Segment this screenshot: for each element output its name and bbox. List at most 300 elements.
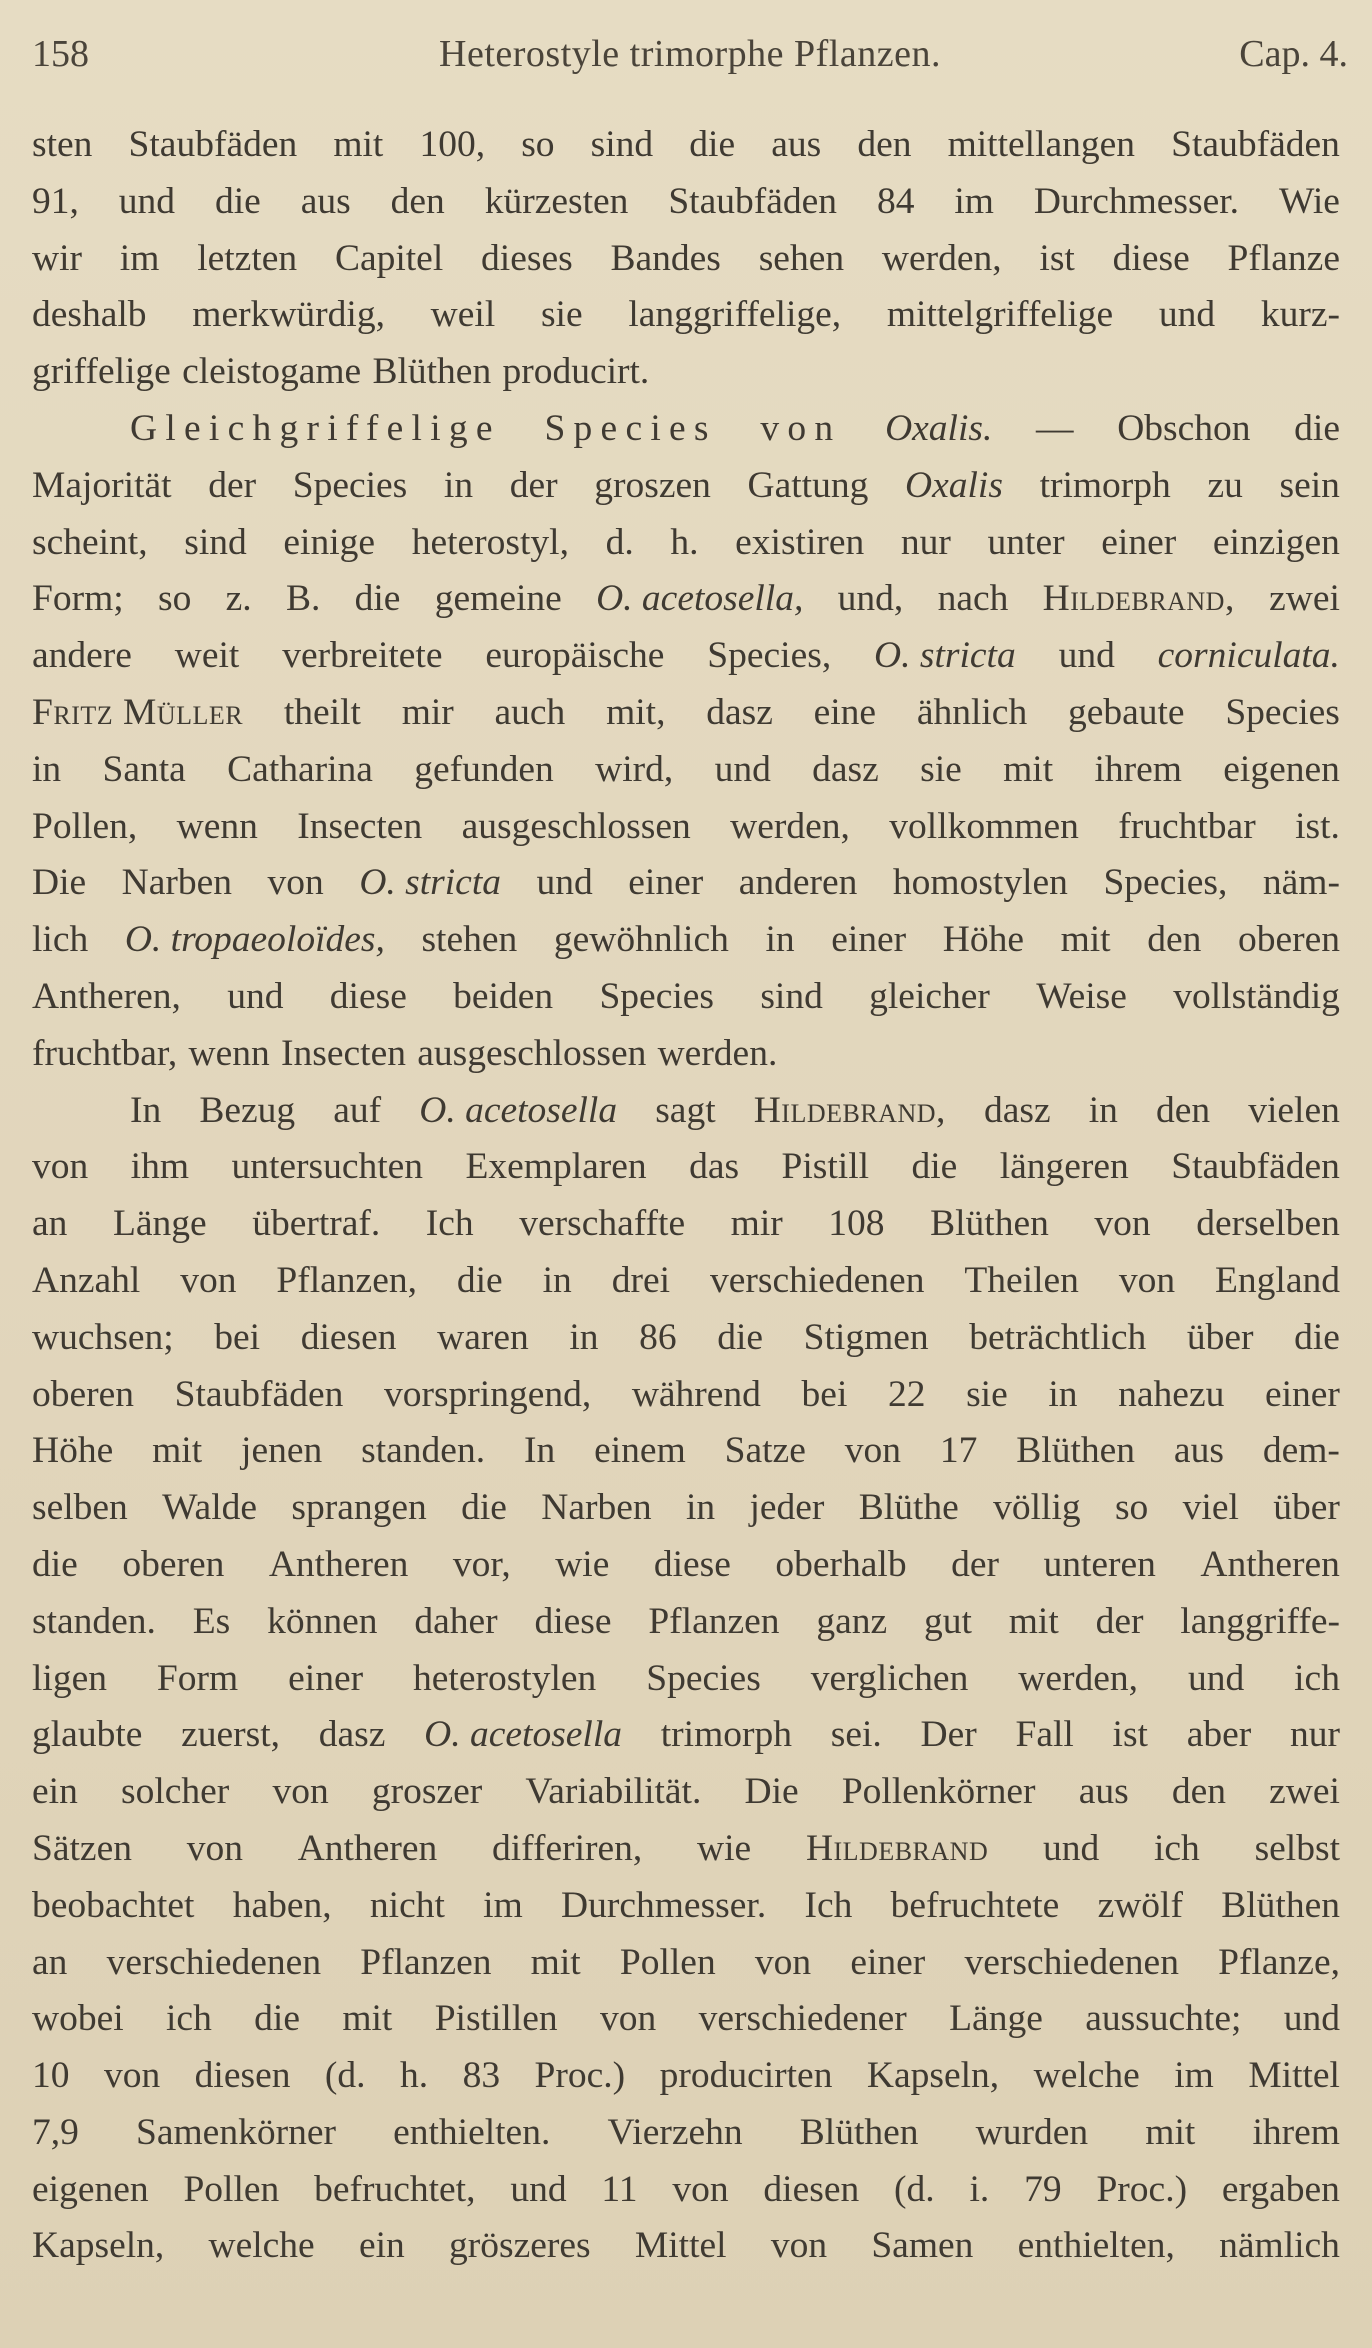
- word: trimorph: [1039, 464, 1171, 506]
- word: der: [951, 1543, 999, 1585]
- word: von: [272, 1771, 329, 1813]
- word: Höhe: [942, 919, 1024, 961]
- word: 91,: [32, 180, 79, 222]
- word: Gattung: [747, 464, 869, 506]
- word: h.: [670, 521, 699, 563]
- word: Form;: [32, 578, 124, 620]
- word: Samenkörner: [136, 2111, 336, 2153]
- text-line: [32, 287, 1340, 344]
- word: kurz-: [1260, 294, 1340, 336]
- word: Weise: [1036, 975, 1127, 1017]
- text-line: [32, 2218, 1340, 2275]
- word: einer: [288, 1657, 364, 1699]
- word: Oxalis.: [885, 407, 993, 449]
- word: können: [267, 1600, 378, 1642]
- word: von: [770, 2225, 828, 2267]
- word: und,: [837, 578, 904, 620]
- word: in: [1088, 1089, 1118, 1131]
- word: wenn: [188, 1032, 270, 1074]
- word: derselben: [1196, 1203, 1340, 1245]
- word: Antheren: [268, 1543, 409, 1585]
- word: verschiedener: [698, 1998, 907, 2040]
- word: sind: [184, 521, 247, 563]
- word: Proc.): [534, 2055, 626, 2097]
- word: befruchtete: [890, 1884, 1060, 1926]
- word: so: [1114, 1487, 1149, 1529]
- word: aussuchte;: [1085, 1998, 1242, 2040]
- chapter-label: Cap. 4.: [1239, 33, 1348, 75]
- word: Es: [192, 1600, 231, 1642]
- text-line: [32, 1537, 1340, 1594]
- word: sie: [920, 748, 962, 790]
- word: O. acetosella: [419, 1089, 618, 1131]
- word: Wie: [1278, 180, 1340, 222]
- text-line: [32, 1026, 1340, 1083]
- word: jeder: [749, 1487, 825, 1529]
- word: nach: [937, 578, 1009, 620]
- word: kürzesten: [484, 180, 629, 222]
- word: sind: [760, 975, 823, 1017]
- word: dasz: [812, 748, 879, 790]
- word: lich: [32, 919, 89, 961]
- word: die: [689, 124, 736, 165]
- word: ausgeschlossen: [461, 805, 691, 847]
- word: diese: [1112, 237, 1190, 279]
- word: unter: [987, 521, 1065, 563]
- word: Sätzen: [32, 1827, 132, 1869]
- word: verschiedenen: [964, 1941, 1179, 1983]
- word: einzigen: [1212, 521, 1340, 563]
- word: Species: [292, 464, 408, 506]
- word: europäische: [485, 635, 665, 677]
- word: längeren: [999, 1146, 1129, 1188]
- word: nahezu: [1118, 1373, 1225, 1415]
- word: vollständig: [1173, 975, 1340, 1017]
- word: und: [227, 975, 284, 1017]
- word: diese: [329, 975, 407, 1017]
- word: an: [32, 1941, 68, 1983]
- word: sei.: [830, 1714, 882, 1756]
- word: bei: [214, 1316, 261, 1358]
- word: Kapseln,: [32, 2225, 165, 2267]
- word: die: [1294, 1316, 1340, 1358]
- text-line: [32, 685, 1340, 742]
- word: eine: [813, 691, 877, 733]
- word: mit: [530, 1941, 581, 1983]
- word: oberen: [122, 1543, 225, 1585]
- word: diesen: [763, 2168, 860, 2210]
- word: verbreitete: [282, 635, 443, 677]
- word: aber: [1186, 1714, 1252, 1756]
- word: nur: [1289, 1714, 1340, 1756]
- word: daher: [414, 1600, 498, 1642]
- word: England: [1215, 1259, 1340, 1301]
- word: in: [443, 464, 474, 506]
- word: weit: [174, 635, 240, 677]
- word: —: [1036, 407, 1074, 449]
- text-line: [32, 1423, 1340, 1480]
- word: von: [32, 1146, 89, 1188]
- word: gewöhnlich: [553, 919, 729, 961]
- word: Species,: [1103, 862, 1228, 904]
- word: In: [523, 1430, 556, 1472]
- word: Narben: [541, 1487, 652, 1529]
- word: und: [510, 2168, 567, 2210]
- word: nämlich: [1219, 2225, 1340, 2267]
- word: existiren: [735, 521, 865, 563]
- word: Pollen: [183, 2168, 280, 2210]
- word: Catharina: [227, 748, 373, 790]
- word: O. acetosella: [424, 1714, 623, 1756]
- word: während: [631, 1373, 761, 1415]
- word: wuchsen;: [32, 1316, 174, 1358]
- word: ein: [32, 1771, 78, 1813]
- word: sehen: [758, 237, 845, 279]
- word: Oxalis: [905, 464, 1003, 506]
- word: enthielten,: [1017, 2225, 1175, 2267]
- word: mit,: [606, 691, 666, 733]
- word: diesen: [194, 2055, 291, 2097]
- word: werden,: [1018, 1657, 1138, 1699]
- word: Variabilität.: [525, 1771, 702, 1813]
- word: solcher: [120, 1771, 230, 1813]
- word: verglichen: [810, 1657, 969, 1699]
- word: einige: [283, 521, 376, 563]
- word: Walde: [162, 1487, 258, 1529]
- word: selben: [32, 1487, 128, 1529]
- word: Capitel: [334, 237, 444, 279]
- word: wie: [555, 1543, 610, 1585]
- word: 86: [639, 1316, 677, 1358]
- word: übertraf.: [252, 1203, 381, 1245]
- word: so: [521, 124, 555, 165]
- word: aus: [1078, 1771, 1129, 1813]
- word: heterostylen: [413, 1657, 597, 1699]
- text-line: [32, 969, 1340, 1026]
- word: mir: [401, 691, 454, 733]
- word: 10: [32, 2055, 70, 2097]
- word: Pflanzen: [648, 1600, 780, 1642]
- word: Exemplaren: [465, 1146, 647, 1188]
- word: die: [254, 1998, 300, 2040]
- word: (d.: [324, 2055, 366, 2097]
- word: sie: [966, 1373, 1008, 1415]
- word: von: [1118, 1259, 1176, 1301]
- word: sprangen: [291, 1487, 427, 1529]
- word: diesen: [300, 1316, 397, 1358]
- word: in: [32, 748, 62, 790]
- word: Theilen: [964, 1259, 1079, 1301]
- word: nicht: [369, 1884, 445, 1926]
- word: und: [1158, 294, 1216, 336]
- word: von: [1094, 1203, 1151, 1245]
- word: ausgeschlossen: [417, 1032, 647, 1074]
- word: ähnlich: [916, 691, 1028, 733]
- word: einer: [850, 1941, 926, 1983]
- word: die: [911, 1146, 958, 1188]
- word: Ich: [425, 1203, 474, 1245]
- word: oberhalb: [775, 1543, 907, 1585]
- text-line: [32, 1821, 1340, 1878]
- word: Blüthen: [372, 351, 492, 393]
- word: sein: [1279, 464, 1340, 506]
- word: glaubte: [32, 1714, 143, 1756]
- word: und: [118, 180, 176, 222]
- word: wenn: [176, 805, 258, 847]
- word: Der: [920, 1714, 977, 1756]
- word: gebaute: [1067, 691, 1185, 733]
- word: Pollen,: [32, 805, 138, 847]
- word: von: [103, 2055, 161, 2097]
- word: und: [714, 748, 771, 790]
- word: Vierzehn: [607, 2111, 743, 2153]
- word: den: [857, 124, 912, 165]
- text-line: [32, 855, 1340, 912]
- word: einem: [594, 1430, 686, 1472]
- word: eigenen: [1223, 748, 1340, 790]
- word: untersuchten: [231, 1146, 424, 1188]
- word: Länge: [949, 1998, 1043, 2040]
- word: Antheren,: [32, 975, 181, 1017]
- word: den: [1155, 1089, 1211, 1131]
- text-line: [32, 1367, 1340, 1424]
- word: Pistillen: [434, 1998, 558, 2040]
- word: beobachtet: [32, 1884, 195, 1926]
- word: fruchtbar,: [32, 1032, 178, 1074]
- word: und: [1283, 1998, 1340, 2040]
- word: ich: [1153, 1827, 1200, 1869]
- word: bei: [801, 1373, 848, 1415]
- word: Durchmesser.: [1033, 180, 1240, 222]
- word: 17: [939, 1430, 978, 1472]
- word: homostylen: [892, 862, 1068, 904]
- word: Obschon: [1117, 407, 1251, 449]
- word: sten: [32, 124, 93, 165]
- word: theilt: [283, 691, 361, 733]
- word: (d.: [894, 2168, 935, 2210]
- word: producirt.: [502, 351, 650, 393]
- word: gut: [923, 1600, 972, 1642]
- word: Mittel: [634, 2225, 727, 2267]
- word: den: [390, 180, 445, 222]
- word: werden,: [730, 805, 850, 847]
- word: groszen: [594, 464, 711, 506]
- word: viel: [1182, 1487, 1239, 1529]
- word: Kapseln,: [866, 2055, 1000, 2097]
- word: Staubfäden: [174, 1373, 344, 1415]
- word: Antheren: [297, 1827, 438, 1869]
- word: Fall: [1015, 1714, 1074, 1756]
- word: gleicher: [869, 975, 990, 1017]
- word: ihm: [130, 1146, 190, 1188]
- word: corniculata.: [1157, 635, 1340, 677]
- word: Staubfäden: [128, 124, 298, 165]
- word: welche: [208, 2225, 315, 2267]
- word: O. acetosella,: [596, 578, 804, 620]
- word: und: [1187, 1657, 1245, 1699]
- word: von: [672, 2168, 729, 2210]
- word: Pflanzen: [360, 1941, 492, 1983]
- word: 108: [828, 1203, 885, 1245]
- text-line: [32, 458, 1340, 515]
- word: wie: [697, 1827, 752, 1869]
- word: wir: [32, 237, 82, 279]
- text-line: [32, 344, 1340, 401]
- word: sie: [540, 294, 583, 336]
- word: langgriffelige,: [628, 294, 842, 336]
- word: im: [119, 237, 160, 279]
- word: dem-: [1262, 1430, 1340, 1472]
- word: Hildebrand: [805, 1827, 989, 1869]
- text-line: [32, 1594, 1340, 1651]
- word: aus: [1173, 1430, 1224, 1472]
- word: mit: [1145, 2111, 1196, 2153]
- word: dasz: [983, 1089, 1051, 1131]
- word: Blüthen: [799, 2111, 919, 2153]
- word: Majorität: [32, 464, 172, 506]
- text-line: [32, 2048, 1340, 2105]
- word: näm-: [1262, 862, 1340, 904]
- word: fruchtbar: [1118, 805, 1256, 847]
- word: producirten: [659, 2055, 833, 2097]
- word: die: [214, 180, 261, 222]
- word: mittelgriffelige: [886, 294, 1114, 336]
- text-line: [32, 1083, 1340, 1140]
- word: einer: [1101, 521, 1177, 563]
- word: Staubfäden: [668, 180, 838, 222]
- word: Species,: [707, 635, 832, 677]
- word: ganz: [816, 1600, 888, 1642]
- text-line: [32, 1139, 1340, 1196]
- word: Pflanzen,: [276, 1259, 417, 1301]
- word: Durchmesser.: [561, 1884, 767, 1926]
- word: werden,: [881, 237, 1002, 279]
- word: letzten: [197, 237, 298, 279]
- word: Bezug: [199, 1089, 296, 1131]
- word: ist.: [1295, 805, 1340, 847]
- word: cleistogame: [182, 351, 362, 393]
- word: an: [32, 1203, 68, 1245]
- word: Species: [599, 975, 714, 1017]
- word: scheint,: [32, 521, 148, 563]
- word: standen.: [32, 1600, 156, 1642]
- word: mit: [1003, 748, 1054, 790]
- word: Blüthen: [1221, 1884, 1340, 1926]
- word: die: [354, 578, 401, 620]
- word: langgriffe-: [1180, 1600, 1340, 1642]
- word: Blüthe: [858, 1487, 959, 1529]
- word: d.: [605, 521, 634, 563]
- word: ihrem: [1252, 2111, 1340, 2153]
- word: völlig: [993, 1487, 1081, 1529]
- word: heterostyl,: [411, 521, 569, 563]
- text-line: [32, 742, 1340, 799]
- word: ist: [1039, 237, 1075, 279]
- word: griffelige: [32, 351, 171, 393]
- word: Staubfäden: [1171, 1146, 1340, 1188]
- word: wird,: [595, 748, 674, 790]
- word: Satze: [724, 1430, 806, 1472]
- word: einer: [831, 919, 907, 961]
- text-line: [32, 1878, 1340, 1935]
- word: zwölf: [1097, 1884, 1183, 1926]
- word: die: [717, 1316, 764, 1358]
- word: Anzahl: [32, 1259, 141, 1301]
- word: 11: [601, 2168, 638, 2210]
- word: standen.: [361, 1430, 486, 1472]
- word: aus: [771, 124, 822, 165]
- word: gefunden: [414, 748, 554, 790]
- text-line: [32, 117, 1340, 174]
- word: Samen: [871, 2225, 974, 2267]
- word: zuerst,: [181, 1714, 281, 1756]
- word: drei: [611, 1259, 671, 1301]
- word: gemeine: [434, 578, 562, 620]
- word: das: [689, 1146, 740, 1188]
- word: der: [208, 464, 257, 506]
- page-number: 158: [32, 33, 89, 75]
- word: 84: [876, 180, 915, 222]
- word: Ich: [804, 1884, 853, 1926]
- word: Die: [32, 862, 87, 904]
- word: wobei: [32, 1998, 124, 2040]
- word: Species: [544, 407, 717, 449]
- word: Species: [646, 1657, 761, 1699]
- running-title: Heterostyle trimorphe Pflanzen.: [439, 33, 941, 75]
- word: 100,: [419, 124, 486, 165]
- text-line: [32, 1196, 1340, 1253]
- word: im: [483, 1884, 523, 1926]
- word: ist: [1112, 1714, 1148, 1756]
- word: groszer: [371, 1771, 483, 1813]
- word: den: [1171, 1771, 1226, 1813]
- word: Insecten: [281, 1032, 406, 1074]
- word: vorspringend,: [383, 1373, 592, 1415]
- text-line: [32, 174, 1340, 231]
- word: h.: [400, 2055, 429, 2097]
- word: die: [461, 1487, 507, 1529]
- word: gröszeres: [449, 2225, 591, 2267]
- word: und: [1058, 635, 1115, 677]
- word: so: [157, 578, 192, 620]
- word: Santa: [102, 748, 186, 790]
- word: Höhe: [32, 1430, 114, 1472]
- word: mit: [1060, 919, 1111, 961]
- word: Mittel: [1248, 2055, 1340, 2097]
- word: welche: [1033, 2055, 1140, 2097]
- text-line: [32, 2105, 1340, 2162]
- word: werden.: [657, 1032, 778, 1074]
- word: mit: [333, 124, 384, 165]
- word: zwei: [1269, 1771, 1340, 1813]
- text-line: [32, 571, 1340, 628]
- word: einer: [1264, 1373, 1340, 1415]
- text-line: [32, 1310, 1340, 1367]
- text-line: [32, 1480, 1340, 1537]
- word: ein: [358, 2225, 405, 2267]
- word: vollkommen: [889, 805, 1079, 847]
- word: differiren,: [492, 1827, 643, 1869]
- word: befruchtet,: [314, 2168, 476, 2210]
- word: von: [180, 1259, 237, 1301]
- text-line: [32, 1935, 1340, 1992]
- word: ich: [166, 1998, 212, 2040]
- text-line: [32, 1651, 1340, 1708]
- word: Bandes: [610, 237, 721, 279]
- word: und: [536, 862, 593, 904]
- word: vielen: [1248, 1089, 1340, 1131]
- word: selbst: [1254, 1827, 1340, 1869]
